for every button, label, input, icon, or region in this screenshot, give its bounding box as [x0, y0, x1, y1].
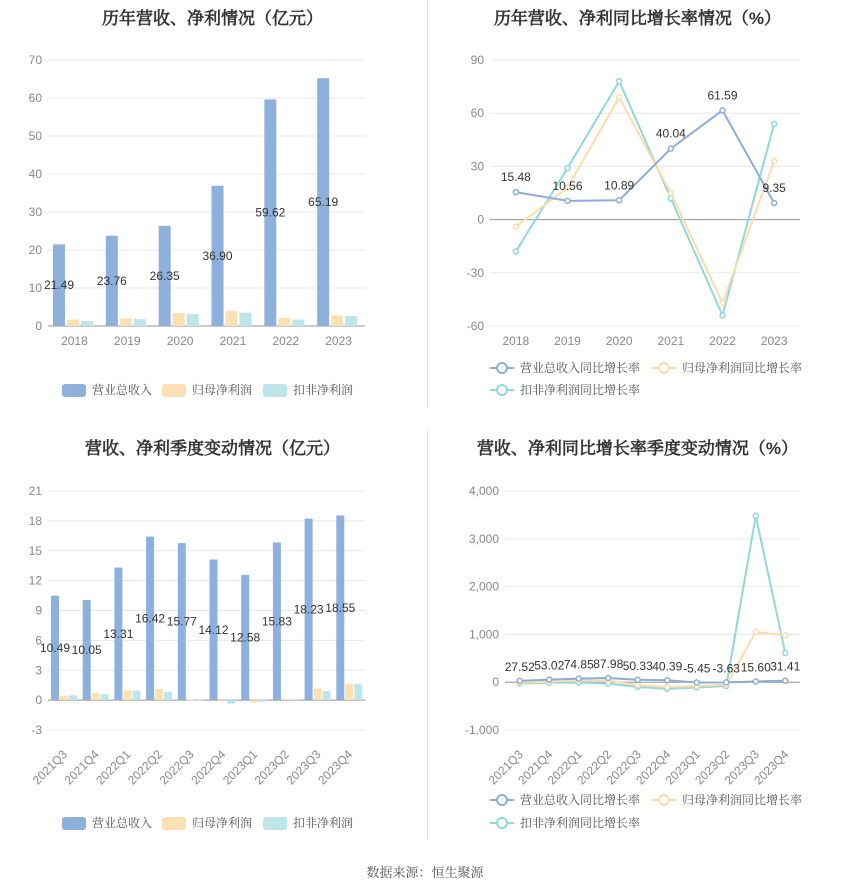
- vertical-divider: [427, 430, 428, 840]
- data-label: 74.85: [563, 657, 594, 672]
- data-point: [635, 677, 640, 682]
- data-point: [617, 198, 622, 203]
- data-point: [547, 677, 552, 682]
- data-label: 18.55: [325, 600, 356, 615]
- data-point: [617, 95, 622, 100]
- y-tick-label: 20: [28, 243, 42, 257]
- bar: [314, 689, 322, 700]
- data-label: 18.23: [293, 602, 324, 617]
- x-tick-label: 2022Q1: [544, 747, 585, 788]
- y-tick-label: 0: [35, 693, 42, 708]
- data-label: 23.76: [96, 273, 127, 288]
- legend-label: 营业总收入: [92, 383, 153, 397]
- data-point: [513, 224, 518, 229]
- bar: [123, 690, 131, 700]
- bar: [250, 700, 258, 702]
- quarterly-growth-chart: [425, 425, 850, 855]
- data-point: [513, 249, 518, 254]
- data-label: 59.62: [255, 205, 286, 220]
- x-tick-label: 2019: [113, 334, 141, 348]
- bar: [134, 319, 146, 326]
- chart-title: 营收、净利同比增长率季度变动情况（%）: [476, 439, 799, 458]
- legend-label: 归母净利润: [192, 383, 253, 397]
- y-tick-label: 18: [28, 513, 42, 528]
- data-label: 12.58: [230, 630, 261, 645]
- data-label: 15.48: [500, 170, 531, 185]
- y-tick-label: 10: [28, 281, 42, 295]
- data-label: 31.41: [770, 659, 801, 674]
- x-tick-label: 2022Q2: [124, 747, 166, 788]
- legend-label: 营业总收入: [92, 816, 153, 830]
- bar: [219, 700, 227, 701]
- data-source-note: 数据来源：恒生聚源: [366, 865, 484, 880]
- x-tick-label: 2023Q1: [662, 747, 703, 788]
- x-tick-label: 2021: [657, 334, 685, 348]
- x-tick-label: 2022Q2: [574, 747, 615, 788]
- x-tick-label: 2023Q2: [251, 747, 292, 788]
- data-point: [513, 190, 518, 195]
- legend-swatch-marker: [497, 818, 507, 828]
- y-tick-label: 90: [470, 53, 484, 67]
- bar: [282, 699, 290, 700]
- x-tick-label: 2018: [61, 334, 88, 348]
- chart-title: 历年营收、净利同比增长率情况（%）: [493, 9, 782, 28]
- bar: [132, 691, 140, 700]
- y-tick-label: 70: [28, 53, 42, 67]
- data-point: [753, 679, 758, 684]
- x-tick-label: 2018: [502, 334, 530, 348]
- x-tick-label: 2023: [760, 334, 788, 348]
- data-point: [783, 633, 788, 638]
- y-tick-label: 9: [35, 603, 42, 618]
- data-point: [772, 121, 777, 126]
- x-tick-label: 2022: [272, 334, 300, 348]
- data-point: [694, 680, 699, 685]
- y-tick-label: -60: [466, 319, 484, 333]
- y-tick-label: 6: [35, 633, 42, 648]
- x-tick-label: 2021: [219, 334, 247, 348]
- y-tick-label: 21: [28, 484, 42, 498]
- data-point: [724, 680, 729, 685]
- data-label: -5.45: [683, 661, 711, 676]
- bar: [92, 693, 100, 700]
- data-label: 21.49: [43, 278, 75, 293]
- x-tick-label: 2019: [554, 334, 581, 348]
- legend-swatch: [162, 384, 186, 397]
- legend-swatch-marker: [497, 385, 507, 395]
- data-point: [753, 630, 758, 635]
- data-point: [606, 675, 611, 680]
- legend-label: 营业总收入同比增长率: [520, 793, 641, 807]
- y-tick-label: 0: [35, 319, 42, 333]
- legend-swatch-marker: [659, 363, 669, 373]
- x-tick-label: 2023Q2: [692, 747, 733, 788]
- legend-swatch: [62, 817, 86, 830]
- data-point: [517, 678, 522, 683]
- legend-swatch-marker: [659, 795, 669, 805]
- x-tick-label: 2022Q3: [156, 747, 197, 788]
- bar: [228, 700, 236, 703]
- bar: [60, 696, 68, 700]
- bar: [81, 321, 93, 326]
- x-tick-label: 2023Q3: [721, 747, 762, 788]
- data-point: [720, 313, 725, 318]
- annual-growth-panel: [425, 0, 850, 410]
- data-point: [720, 300, 725, 305]
- data-label: 16.42: [135, 611, 166, 626]
- data-label: 53.02: [534, 658, 565, 673]
- legend-label: 归母净利润同比增长率: [682, 793, 803, 807]
- data-label: 40.39: [652, 659, 683, 674]
- y-tick-label: 15: [28, 543, 42, 558]
- bar: [69, 695, 77, 700]
- data-label: 87.98: [593, 656, 624, 671]
- x-tick-label: 2022Q1: [93, 747, 134, 788]
- data-point: [665, 678, 670, 683]
- data-label: 50.33: [622, 658, 653, 673]
- data-label: 36.90: [202, 248, 233, 263]
- chart-title: 营收、净利季度变动情况（亿元）: [85, 439, 340, 458]
- x-tick-label: 2023: [325, 334, 352, 348]
- y-tick-label: 3,000: [468, 531, 499, 546]
- x-tick-label: 2020: [605, 334, 633, 348]
- y-tick-label: 40: [28, 167, 42, 181]
- x-tick-label: 2022: [709, 334, 736, 348]
- bar: [164, 692, 172, 700]
- bar: [155, 689, 163, 700]
- data-label: 14.12: [198, 622, 229, 637]
- legend-swatch-marker: [497, 363, 507, 373]
- x-tick-label: 2021Q3: [485, 747, 526, 788]
- data-point: [783, 678, 788, 683]
- data-label: 40.04: [655, 126, 686, 141]
- data-point: [720, 108, 725, 113]
- y-tick-label: -1,000: [464, 723, 499, 737]
- bar: [173, 313, 185, 326]
- data-label: 15.77: [166, 614, 197, 629]
- data-label: 10.49: [39, 640, 71, 655]
- y-tick-label: 30: [28, 205, 42, 219]
- data-label: 13.31: [103, 626, 134, 641]
- data-point: [772, 201, 777, 206]
- legend-label: 营业总收入同比增长率: [520, 361, 641, 375]
- data-label: 10.56: [552, 178, 583, 193]
- legend-swatch: [162, 817, 186, 830]
- quarterly-amounts-panel: [0, 425, 425, 855]
- vertical-divider: [427, 0, 428, 408]
- data-point: [665, 684, 670, 689]
- bar: [67, 320, 79, 326]
- bar: [259, 700, 267, 701]
- legend-label: 扣非净利润同比增长率: [520, 816, 641, 830]
- y-tick-label: 60: [28, 91, 42, 105]
- bar: [292, 320, 304, 326]
- series-line: [516, 97, 774, 303]
- y-tick-label: 1,000: [468, 627, 499, 642]
- x-tick-label: 2021Q4: [61, 747, 102, 788]
- y-tick-label: 0: [492, 675, 499, 690]
- data-point: [772, 159, 777, 164]
- bar: [278, 318, 290, 326]
- data-label: 27.52: [504, 659, 535, 674]
- data-label: 15.60: [740, 660, 771, 675]
- data-label: 9.35: [762, 181, 786, 196]
- y-tick-label: 12: [28, 573, 42, 588]
- x-tick-label: 2023Q4: [315, 747, 356, 788]
- y-tick-label: -30: [466, 265, 484, 280]
- x-tick-label: 2021Q3: [29, 747, 70, 788]
- data-label: 15.83: [261, 614, 292, 629]
- legend-swatch: [62, 384, 86, 397]
- bar: [354, 684, 362, 700]
- quarterly-amounts-chart: [0, 425, 425, 855]
- legend-label: 扣非净利润: [293, 816, 354, 830]
- bar: [187, 700, 195, 701]
- x-tick-label: 2020: [166, 334, 194, 348]
- data-label: 10.89: [604, 178, 635, 193]
- data-point: [576, 676, 581, 681]
- legend-label: 归母净利润同比增长率: [682, 361, 803, 375]
- quarterly-growth-panel: [425, 425, 850, 855]
- data-point: [668, 146, 673, 151]
- annual-amounts-panel: [0, 0, 425, 410]
- bar: [345, 316, 357, 326]
- y-tick-label: -3: [31, 723, 42, 737]
- bar: [120, 318, 132, 326]
- bar: [196, 700, 204, 701]
- bar: [323, 691, 331, 700]
- y-tick-label: 30: [470, 159, 484, 174]
- data-point: [565, 166, 570, 171]
- legend-swatch: [263, 817, 287, 830]
- data-point: [753, 513, 758, 518]
- x-tick-label: 2021Q4: [515, 747, 556, 788]
- y-tick-label: 3: [35, 663, 42, 678]
- data-label: -3.63: [712, 661, 740, 676]
- y-tick-label: 60: [470, 106, 484, 121]
- x-tick-label: 2023Q1: [220, 747, 261, 788]
- bar: [226, 311, 238, 326]
- data-point: [668, 191, 673, 196]
- x-tick-label: 2023Q3: [283, 747, 324, 788]
- x-tick-label: 2022Q4: [188, 747, 229, 788]
- data-point: [635, 683, 640, 688]
- annual-amounts-chart: [0, 0, 425, 410]
- y-tick-label: 50: [28, 129, 42, 143]
- data-point: [565, 198, 570, 203]
- chart-title: 历年营收、净利情况（亿元）: [102, 9, 323, 28]
- y-tick-label: 2,000: [468, 579, 499, 594]
- data-label: 61.59: [707, 88, 738, 103]
- bar: [331, 315, 343, 326]
- legend-swatch: [263, 384, 287, 397]
- data-point: [783, 651, 788, 656]
- bar: [187, 314, 199, 326]
- x-tick-label: 2022Q4: [633, 747, 674, 788]
- annual-growth-chart: [425, 0, 850, 410]
- y-tick-label: 0: [477, 212, 484, 227]
- x-tick-label: 2022Q3: [603, 747, 644, 788]
- data-label: 65.19: [308, 195, 339, 210]
- legend-label: 归母净利润: [192, 816, 253, 830]
- data-point: [617, 79, 622, 84]
- y-tick-label: 4,000: [468, 484, 499, 498]
- bar: [101, 694, 109, 700]
- legend-label: 扣非净利润同比增长率: [520, 383, 641, 397]
- legend-label: 扣非净利润: [293, 383, 354, 397]
- bar: [345, 684, 353, 700]
- bar: [240, 313, 252, 326]
- x-tick-label: 2023Q4: [751, 747, 792, 788]
- data-label: 10.05: [71, 643, 102, 658]
- data-label: 26.35: [149, 268, 180, 283]
- legend-swatch-marker: [497, 795, 507, 805]
- bar: [291, 699, 299, 700]
